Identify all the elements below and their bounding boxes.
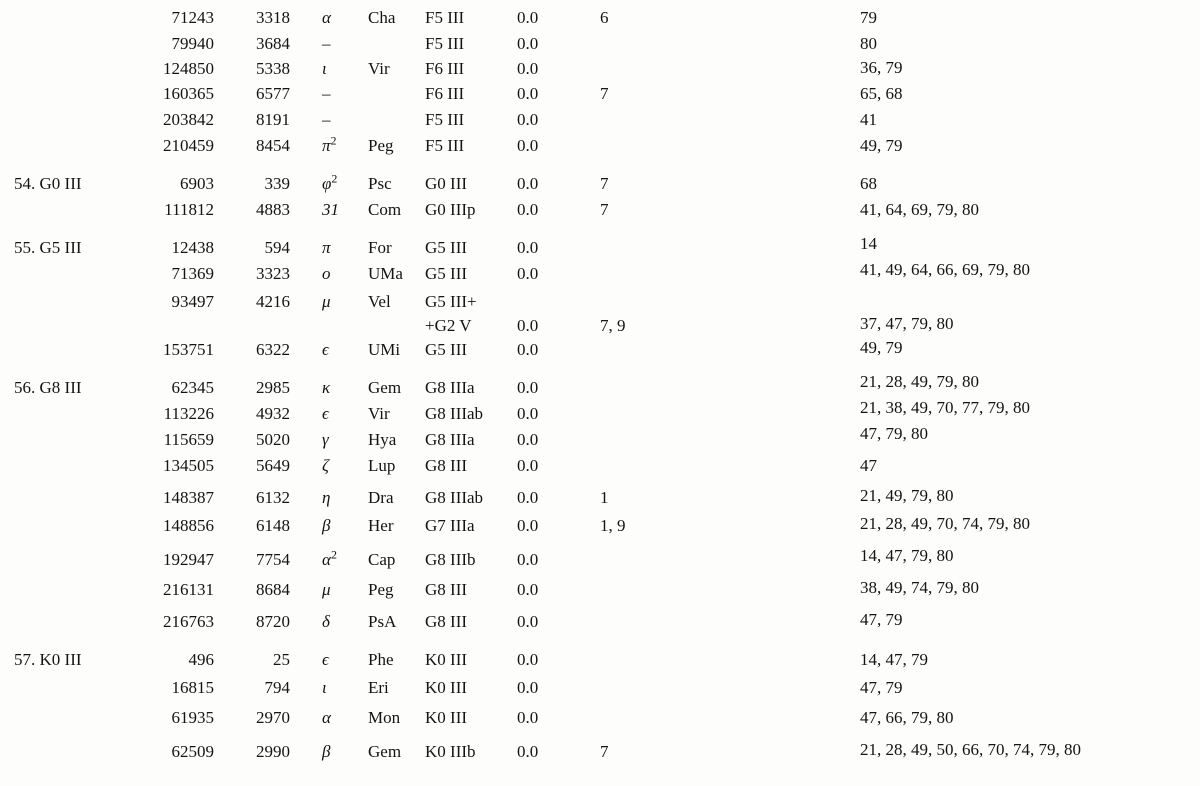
hr-number: 3318 xyxy=(256,8,290,27)
bayer-designation: – xyxy=(322,34,331,53)
value: 0.0 xyxy=(517,742,539,761)
hr-number: 794 xyxy=(264,678,290,697)
group-label: 54. G0 III xyxy=(14,174,82,193)
references: 79 xyxy=(860,8,877,27)
value: 0.0 xyxy=(517,580,539,599)
constellation: Cha xyxy=(368,8,396,27)
hd-number: 210459 xyxy=(163,136,214,155)
hr-number: 8454 xyxy=(256,136,290,155)
constellation: Com xyxy=(368,200,402,219)
spectral-type: G8 III xyxy=(425,456,468,475)
constellation: Cap xyxy=(368,550,396,569)
notes: 6 xyxy=(600,8,609,27)
value: 0.0 xyxy=(517,200,539,219)
constellation: Vir xyxy=(368,404,390,423)
bayer-designation: φ xyxy=(322,174,332,193)
bayer-designation: β xyxy=(322,516,331,535)
hr-number: 339 xyxy=(264,174,290,193)
constellation: Gem xyxy=(368,742,402,761)
hr-number: 8720 xyxy=(256,612,290,631)
references: 41 xyxy=(860,110,877,129)
constellation: Gem xyxy=(368,378,402,397)
bayer-designation: γ xyxy=(322,430,329,449)
references: 21, 49, 79, 80 xyxy=(860,486,954,505)
value: 0.0 xyxy=(517,516,539,535)
references: 47, 79 xyxy=(860,678,903,697)
hd-number: 496 xyxy=(188,650,214,669)
value: 0.0 xyxy=(517,238,539,257)
spectral-type: F6 III xyxy=(425,84,465,103)
bayer-designation: π xyxy=(322,136,331,155)
value: 0.0 xyxy=(517,34,539,53)
references: 41, 49, 64, 66, 69, 79, 80 xyxy=(860,260,1030,279)
references: 49, 79 xyxy=(860,338,903,357)
hr-number: 8684 xyxy=(256,580,290,599)
hr-number: 4216 xyxy=(256,292,290,311)
spectral-type: K0 IIIb xyxy=(425,742,476,761)
hd-number: 93497 xyxy=(171,292,214,311)
spectral-type: G5 III+ xyxy=(425,292,477,311)
references: 21, 38, 49, 70, 77, 79, 80 xyxy=(860,398,1030,417)
value: 0.0 xyxy=(517,110,539,129)
hd-number: 71243 xyxy=(171,8,214,27)
group-label: 57. K0 III xyxy=(14,650,82,669)
spectral-type: K0 III xyxy=(425,708,468,727)
bayer-designation: ζ xyxy=(322,456,329,475)
hr-number: 2985 xyxy=(256,378,290,397)
spectral-type: G0 III xyxy=(425,174,468,193)
bayer-designation: ι xyxy=(322,678,327,697)
references: 68 xyxy=(860,174,877,193)
hd-number: 216131 xyxy=(163,580,214,599)
references: 36, 79 xyxy=(860,58,903,77)
spectral-type: +G2 V xyxy=(425,316,472,335)
constellation: Vel xyxy=(368,292,391,311)
bayer-designation: α xyxy=(322,708,331,727)
notes: 7 xyxy=(600,200,609,219)
hd-number: 16815 xyxy=(171,678,214,697)
hr-number: 7754 xyxy=(256,550,290,569)
constellation: UMa xyxy=(368,264,403,283)
bayer-designation: ϵ xyxy=(322,404,329,423)
value: 0.0 xyxy=(517,378,539,397)
group-label: 56. G8 III xyxy=(14,378,82,397)
value: 0.0 xyxy=(517,59,539,78)
bayer-designation: μ xyxy=(322,580,331,599)
bayer-designation: – xyxy=(322,84,331,103)
references: 41, 64, 69, 79, 80 xyxy=(860,200,979,219)
bayer-cell xyxy=(322,548,366,572)
value: 0.0 xyxy=(517,456,539,475)
hd-number: 148387 xyxy=(163,488,214,507)
bayer-designation: o xyxy=(322,264,331,283)
references: 80 xyxy=(860,34,877,53)
table-row xyxy=(0,290,1200,314)
spectral-type: G8 III xyxy=(425,612,468,631)
bayer-designation: β xyxy=(322,742,331,761)
bayer-designation: δ xyxy=(322,612,330,631)
spectral-type: G0 IIIp xyxy=(425,200,476,219)
spectral-type: G5 III xyxy=(425,238,468,257)
spectral-type: F5 III xyxy=(425,8,465,27)
references: 47, 79, 80 xyxy=(860,424,928,443)
constellation: Psc xyxy=(368,174,392,193)
hd-number: 192947 xyxy=(163,550,214,569)
hr-number: 3323 xyxy=(256,264,290,283)
hd-number: 113226 xyxy=(163,404,214,423)
bayer-designation: 31 xyxy=(322,200,339,219)
hr-number: 6132 xyxy=(256,488,290,507)
hr-number: 594 xyxy=(264,238,290,257)
spectral-type: F5 III xyxy=(425,110,465,129)
hr-number: 6577 xyxy=(256,84,290,103)
notes: 7, 9 xyxy=(600,316,626,335)
value: 0.0 xyxy=(517,8,539,27)
group-label: 55. G5 III xyxy=(14,238,82,257)
references: 38, 49, 74, 79, 80 xyxy=(860,578,979,597)
bayer-superscript: 2 xyxy=(331,171,338,186)
bayer-designation: ϵ xyxy=(322,340,329,359)
references: 37, 47, 79, 80 xyxy=(860,314,954,333)
hr-number: 5020 xyxy=(256,430,290,449)
references: 21, 28, 49, 70, 74, 79, 80 xyxy=(860,514,1030,533)
constellation: Vir xyxy=(368,59,390,78)
bayer-designation: – xyxy=(322,110,331,129)
references: 47, 79 xyxy=(860,610,903,629)
hd-number: 6903 xyxy=(180,174,214,193)
constellation: For xyxy=(368,238,392,257)
hr-number: 2970 xyxy=(256,708,290,727)
hr-number: 3684 xyxy=(256,34,290,53)
bayer-designation: η xyxy=(322,488,331,507)
value: 0.0 xyxy=(517,678,539,697)
bayer-superscript: 2 xyxy=(330,547,337,562)
bayer-designation: μ xyxy=(322,292,331,311)
constellation: Phe xyxy=(368,650,394,669)
notes: 7 xyxy=(600,742,609,761)
spectral-type: F5 III xyxy=(425,34,465,53)
hr-number: 2990 xyxy=(256,742,290,761)
constellation: Eri xyxy=(368,678,389,697)
references: 21, 28, 49, 50, 66, 70, 74, 79, 80 xyxy=(860,740,1081,759)
constellation: Dra xyxy=(368,488,394,507)
bayer-designation: π xyxy=(322,238,331,257)
notes: 7 xyxy=(600,174,609,193)
value: 0.0 xyxy=(517,136,539,155)
constellation: Lup xyxy=(368,456,396,475)
value: 0.0 xyxy=(517,404,539,423)
hr-number: 4932 xyxy=(256,404,290,423)
constellation: Her xyxy=(368,516,394,535)
bayer-designation: ι xyxy=(322,59,327,78)
hd-number: 216763 xyxy=(163,612,214,631)
bayer-cell xyxy=(322,172,366,196)
hr-number: 25 xyxy=(273,650,290,669)
hd-number: 62345 xyxy=(171,378,214,397)
value: 0.0 xyxy=(517,316,539,335)
hd-number: 124850 xyxy=(163,59,214,78)
constellation: Hya xyxy=(368,430,397,449)
spectral-type: F6 III xyxy=(425,59,465,78)
hd-number: 160365 xyxy=(163,84,214,103)
value: 0.0 xyxy=(517,84,539,103)
hd-number: 115659 xyxy=(163,430,214,449)
hd-number: 79940 xyxy=(171,34,214,53)
references: 21, 28, 49, 79, 80 xyxy=(860,372,979,391)
spectral-type: G8 IIIab xyxy=(425,404,484,423)
constellation: PsA xyxy=(368,612,397,631)
spectral-type: G8 IIIb xyxy=(425,550,476,569)
spectral-type: G8 IIIa xyxy=(425,430,475,449)
references: 14, 47, 79, 80 xyxy=(860,546,954,565)
hd-number: 111812 xyxy=(164,200,214,219)
bayer-designation: κ xyxy=(322,378,331,397)
hd-number: 134505 xyxy=(163,456,214,475)
hr-number: 4883 xyxy=(256,200,290,219)
hr-number: 8191 xyxy=(256,110,290,129)
spectral-type: G8 III xyxy=(425,580,468,599)
bayer-cell xyxy=(322,134,366,158)
hr-number: 6148 xyxy=(256,516,290,535)
hd-number: 61935 xyxy=(171,708,214,727)
references: 49, 79 xyxy=(860,136,903,155)
constellation: Peg xyxy=(368,136,394,155)
references: 47 xyxy=(860,456,877,475)
hr-number: 5649 xyxy=(256,456,290,475)
value: 0.0 xyxy=(517,550,539,569)
value: 0.0 xyxy=(517,708,539,727)
spectral-type: G8 IIIa xyxy=(425,378,475,397)
spectral-type: K0 III xyxy=(425,650,468,669)
hd-number: 62509 xyxy=(171,742,214,761)
hd-number: 71369 xyxy=(171,264,214,283)
value: 0.0 xyxy=(517,612,539,631)
hr-number: 5338 xyxy=(256,59,290,78)
spectral-type: G5 III xyxy=(425,340,468,359)
spectral-type: K0 III xyxy=(425,678,468,697)
bayer-superscript: 2 xyxy=(330,133,337,148)
value: 0.0 xyxy=(517,174,539,193)
references: 14, 47, 79 xyxy=(860,650,928,669)
value: 0.0 xyxy=(517,430,539,449)
hd-number: 203842 xyxy=(163,110,214,129)
bayer-designation: α xyxy=(322,550,331,569)
constellation: Peg xyxy=(368,580,394,599)
value: 0.0 xyxy=(517,340,539,359)
notes: 7 xyxy=(600,84,609,103)
notes: 1 xyxy=(600,488,609,507)
spectral-type: G5 III xyxy=(425,264,468,283)
notes: 1, 9 xyxy=(600,516,626,535)
value: 0.0 xyxy=(517,650,539,669)
constellation: Mon xyxy=(368,708,401,727)
value: 0.0 xyxy=(517,264,539,283)
spectral-type: G7 IIIa xyxy=(425,516,475,535)
constellation: UMi xyxy=(368,340,401,359)
hd-number: 12438 xyxy=(171,238,214,257)
bayer-designation: ϵ xyxy=(322,650,329,669)
references: 65, 68 xyxy=(860,84,903,103)
hr-number: 6322 xyxy=(256,340,290,359)
hd-number: 148856 xyxy=(163,516,214,535)
hd-number: 153751 xyxy=(163,340,214,359)
value: 0.0 xyxy=(517,488,539,507)
references: 47, 66, 79, 80 xyxy=(860,708,954,727)
spectral-type: F5 III xyxy=(425,136,465,155)
references: 14 xyxy=(860,234,877,253)
spectral-type: G8 IIIab xyxy=(425,488,484,507)
bayer-designation: α xyxy=(322,8,331,27)
